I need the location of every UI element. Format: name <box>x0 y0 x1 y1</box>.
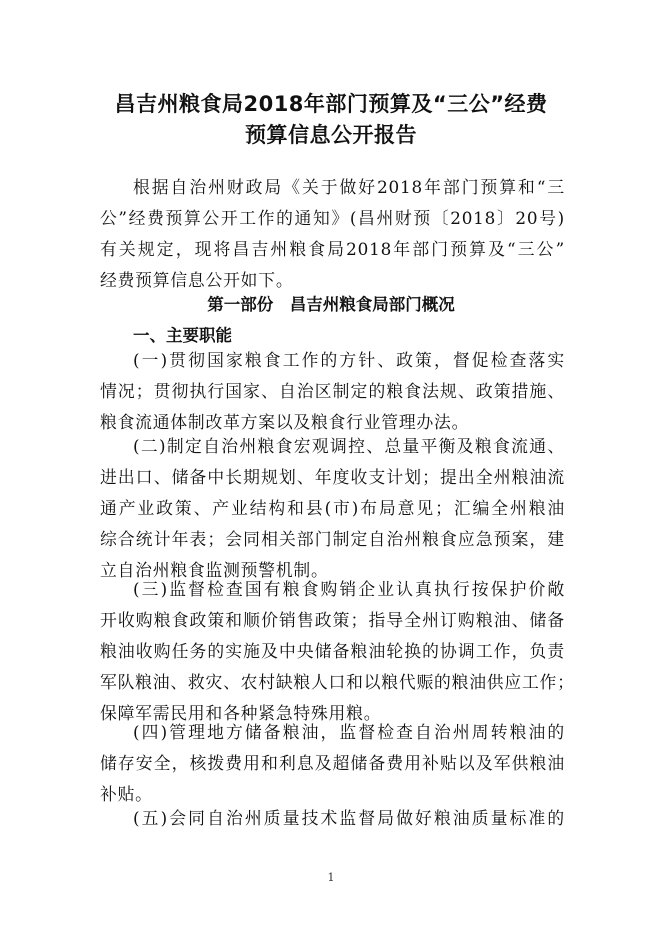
duty-line: 进出口、储备中长期规划、年度收支计划；提出全州粮油流 <box>100 467 565 487</box>
page-number: 1 <box>327 871 335 884</box>
duty-line: 储存安全，核拨费用和利息及超储备费用补贴以及军供粮油 <box>100 753 565 773</box>
intro-line: 公”经费预算公开工作的通知》(昌州财预〔2018〕20号) <box>100 208 565 228</box>
duty-paragraph-2 <box>100 431 565 586</box>
section-heading: 一、主要职能 <box>133 326 232 345</box>
duty-line: 立自治州粮食监测预警机制。 <box>100 560 329 580</box>
duty-line: (二)制定自治州粮食宏观调控、总量平衡及粮食流通、 <box>133 436 565 456</box>
duty-line: 补贴。 <box>100 784 153 804</box>
duty-paragraph-5 <box>100 803 565 834</box>
duty-line: 粮食流通体制改革方案以及粮食行业管理办法。 <box>100 412 470 432</box>
duty-line: (一)贯彻国家粮食工作的方针、政策，督促检查落实 <box>133 350 565 370</box>
duty-line: 情况；贯彻执行国家、自治区制定的粮食法规、政策措施、 <box>100 381 565 401</box>
intro-line: 有关规定，现将昌吉州粮食局2018年部门预算及“三公” <box>100 239 565 259</box>
duty-line: (三)监督检查国有粮食购销企业认真执行按保护价敞 <box>133 579 565 599</box>
intro-line: 经费预算信息公开如下。 <box>100 270 294 290</box>
duty-line: 通产业政策、产业结构和县(市)布局意见；汇编全州粮油 <box>100 498 565 518</box>
duty-paragraph-3 <box>100 574 575 729</box>
intro-line: 根据自治州财政局《关于做好2018年部门预算和“三 <box>133 177 565 197</box>
intro-paragraph <box>100 172 565 296</box>
report-title-line-1: 昌吉州粮食局2018年部门预算及“三公”经费 <box>114 92 548 116</box>
duty-line: 综合统计年表；会同相关部门制定自治州粮食应急预案，建 <box>100 529 565 549</box>
duty-paragraph-1 <box>100 345 565 438</box>
duty-line: 开收购粮食政策和顺价销售政策；指导全州订购粮油、储备 <box>100 610 565 630</box>
part-heading: 第一部份 昌吉州粮食局部门概况 <box>207 295 455 314</box>
duty-line: 保障军需民用和各种紧急特殊用粮。 <box>100 703 382 723</box>
report-title-line-2: 预算信息公开报告 <box>245 123 417 147</box>
duty-line: (五)会同自治州质量技术监督局做好粮油质量标准的 <box>133 808 565 828</box>
duty-paragraph-4 <box>100 717 565 810</box>
duty-line: (四)管理地方储备粮油，监督检查自治州周转粮油的 <box>133 722 565 742</box>
duty-line: 军队粮油、救灾、农村缺粮人口和以粮代赈的粮油供应工作； <box>100 672 575 692</box>
duty-line: 粮油收购任务的实施及中央储备粮油轮换的协调工作，负责 <box>100 641 565 661</box>
